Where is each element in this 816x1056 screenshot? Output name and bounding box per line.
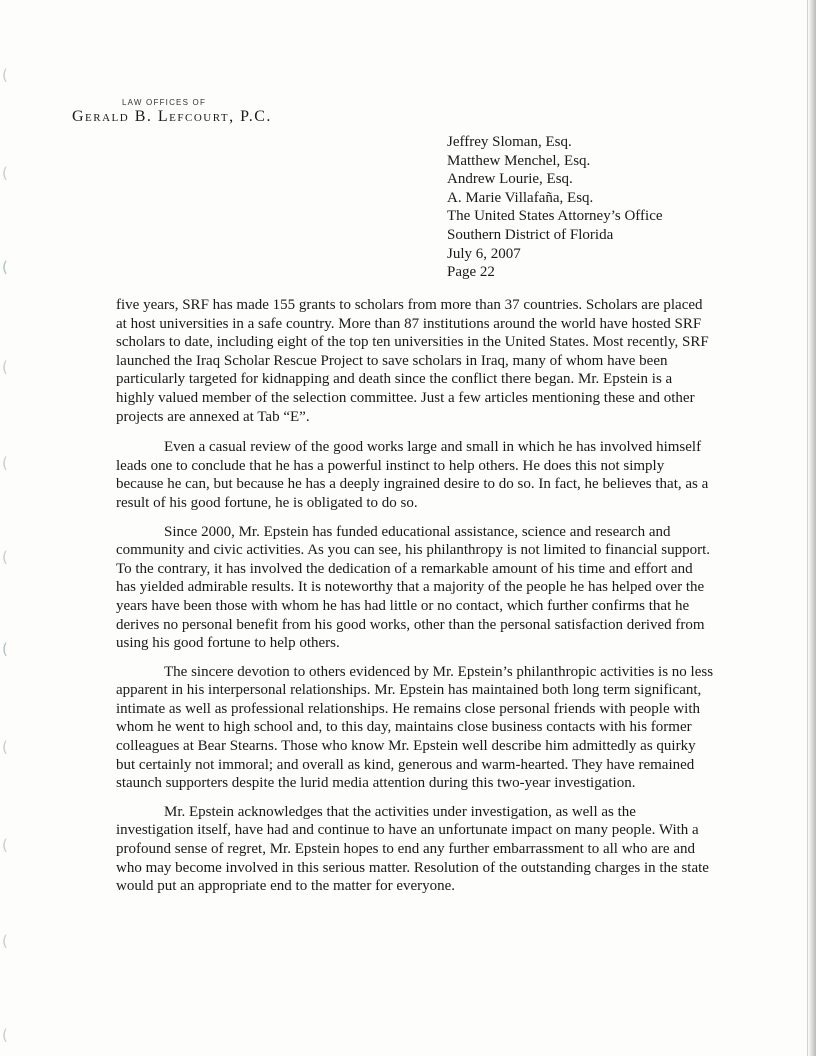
binder-hole-mark: ( [2, 1026, 8, 1044]
recipient-line: Matthew Menchel, Esq. [447, 152, 591, 169]
page-edge-shadow [808, 0, 816, 1056]
recipient-line: Andrew Lourie, Esq. [447, 171, 573, 188]
body-paragraph: Even a casual review of the good works large and small in which he has involved himself leads one to conclude that he has a powerful instinct to help others. He does this not simply because he can, but because he has a deeply ingrained desire to do so. In fact, he believes that, as a result of his good fortune, he is obligated to do so. [116, 439, 709, 511]
body-paragraph: five years, SRF has made 155 grants to scholars from more than 37 countries. Scholars are placed at host universities in a safe country. More than 87 institutions around the world have hosted SRF scholars to date, including eight of the top ten universities in the United States. Most recently, SRF launched the Iraq Scholar Rescue Project to save scholars in Iraq, many of whom have been particularly targeted for kidnapping and death since the conflict there began. Mr. Epstein is a highly valued member of the selection committee. Just a few articles mentioning these and other projects are annexed at Tab “E”. [116, 297, 709, 425]
recipient-line: Jeffrey Sloman, Esq. [447, 134, 572, 150]
body-paragraph: The sincere devotion to others evidenced by Mr. Epstein’s philanthropic activities is no less apparent in his interpersonal relationships. Mr. Epstein has maintained both long term significant, intimate as well as professional relationships. He remains close personal friends with people with whom he went to high school and, to this day, maintains close business contacts with his former colleagues at Bear Stearns. Those who know Mr. Epstein well describe him admittedly as quirky but certainly not immoral; and overall as kind, generous and warm-hearted. They have remained staunch supporters despite the lurid media attention during this two-year investigation. [116, 663, 714, 792]
binder-hole-mark: ( [2, 836, 8, 854]
body-paragraph: Mr. Epstein acknowledges that the activities under investigation, as well as the investigation itself, have had and continue to have an unfortunate impact on many people. With a profound sense of regret, Mr. Epstein hopes to end any further embarrassment to all who are and who may become involved in this serious matter. Resolution of the outstanding charges in the state would put an appropriate end to the matter for everyone. [116, 803, 709, 895]
binder-hole-mark: ( [2, 738, 8, 756]
binder-hole-mark: ( [2, 548, 8, 566]
binder-hole-mark: ( [2, 640, 8, 658]
binder-hole-mark: ( [2, 358, 8, 376]
binder-hole-mark: ( [2, 164, 8, 182]
binder-hole-mark: ( [2, 66, 8, 84]
binder-hole-mark: ( [2, 454, 8, 472]
recipient-office: The United States Attorney’s Office [447, 208, 663, 225]
binder-hole-mark: ( [2, 932, 8, 950]
recipient-line: A. Marie Villafaña, Esq. [447, 189, 594, 206]
body-paragraph: Since 2000, Mr. Epstein has funded educational assistance, science and research and community and civic activities. As you can see, his philanthropy is not limited to financial support. To the contrary, it has involved the dedication of a remarkable amount of his time and effort and has yielded admirable results. It is noteworthy that a majority of the people he has helped over the years have been those with whom he has had little or no contact, which further confirms that he derives no personal benefit from his good works, other than the personal satisfaction derived from using his good fortune to help others. [116, 523, 711, 652]
letterhead-firm-name: Gerald B. Lefcourt, P.C. [72, 108, 272, 125]
binder-hole-mark: ( [2, 258, 8, 276]
recipient-district: Southern District of Florida [447, 226, 614, 243]
letter-date: July 6, 2007 [447, 245, 521, 262]
page-number: Page 22 [447, 264, 495, 281]
recipient-block [447, 133, 663, 282]
letterhead-caption: LAW OFFICES OF [122, 98, 207, 107]
letter-body [116, 296, 714, 906]
